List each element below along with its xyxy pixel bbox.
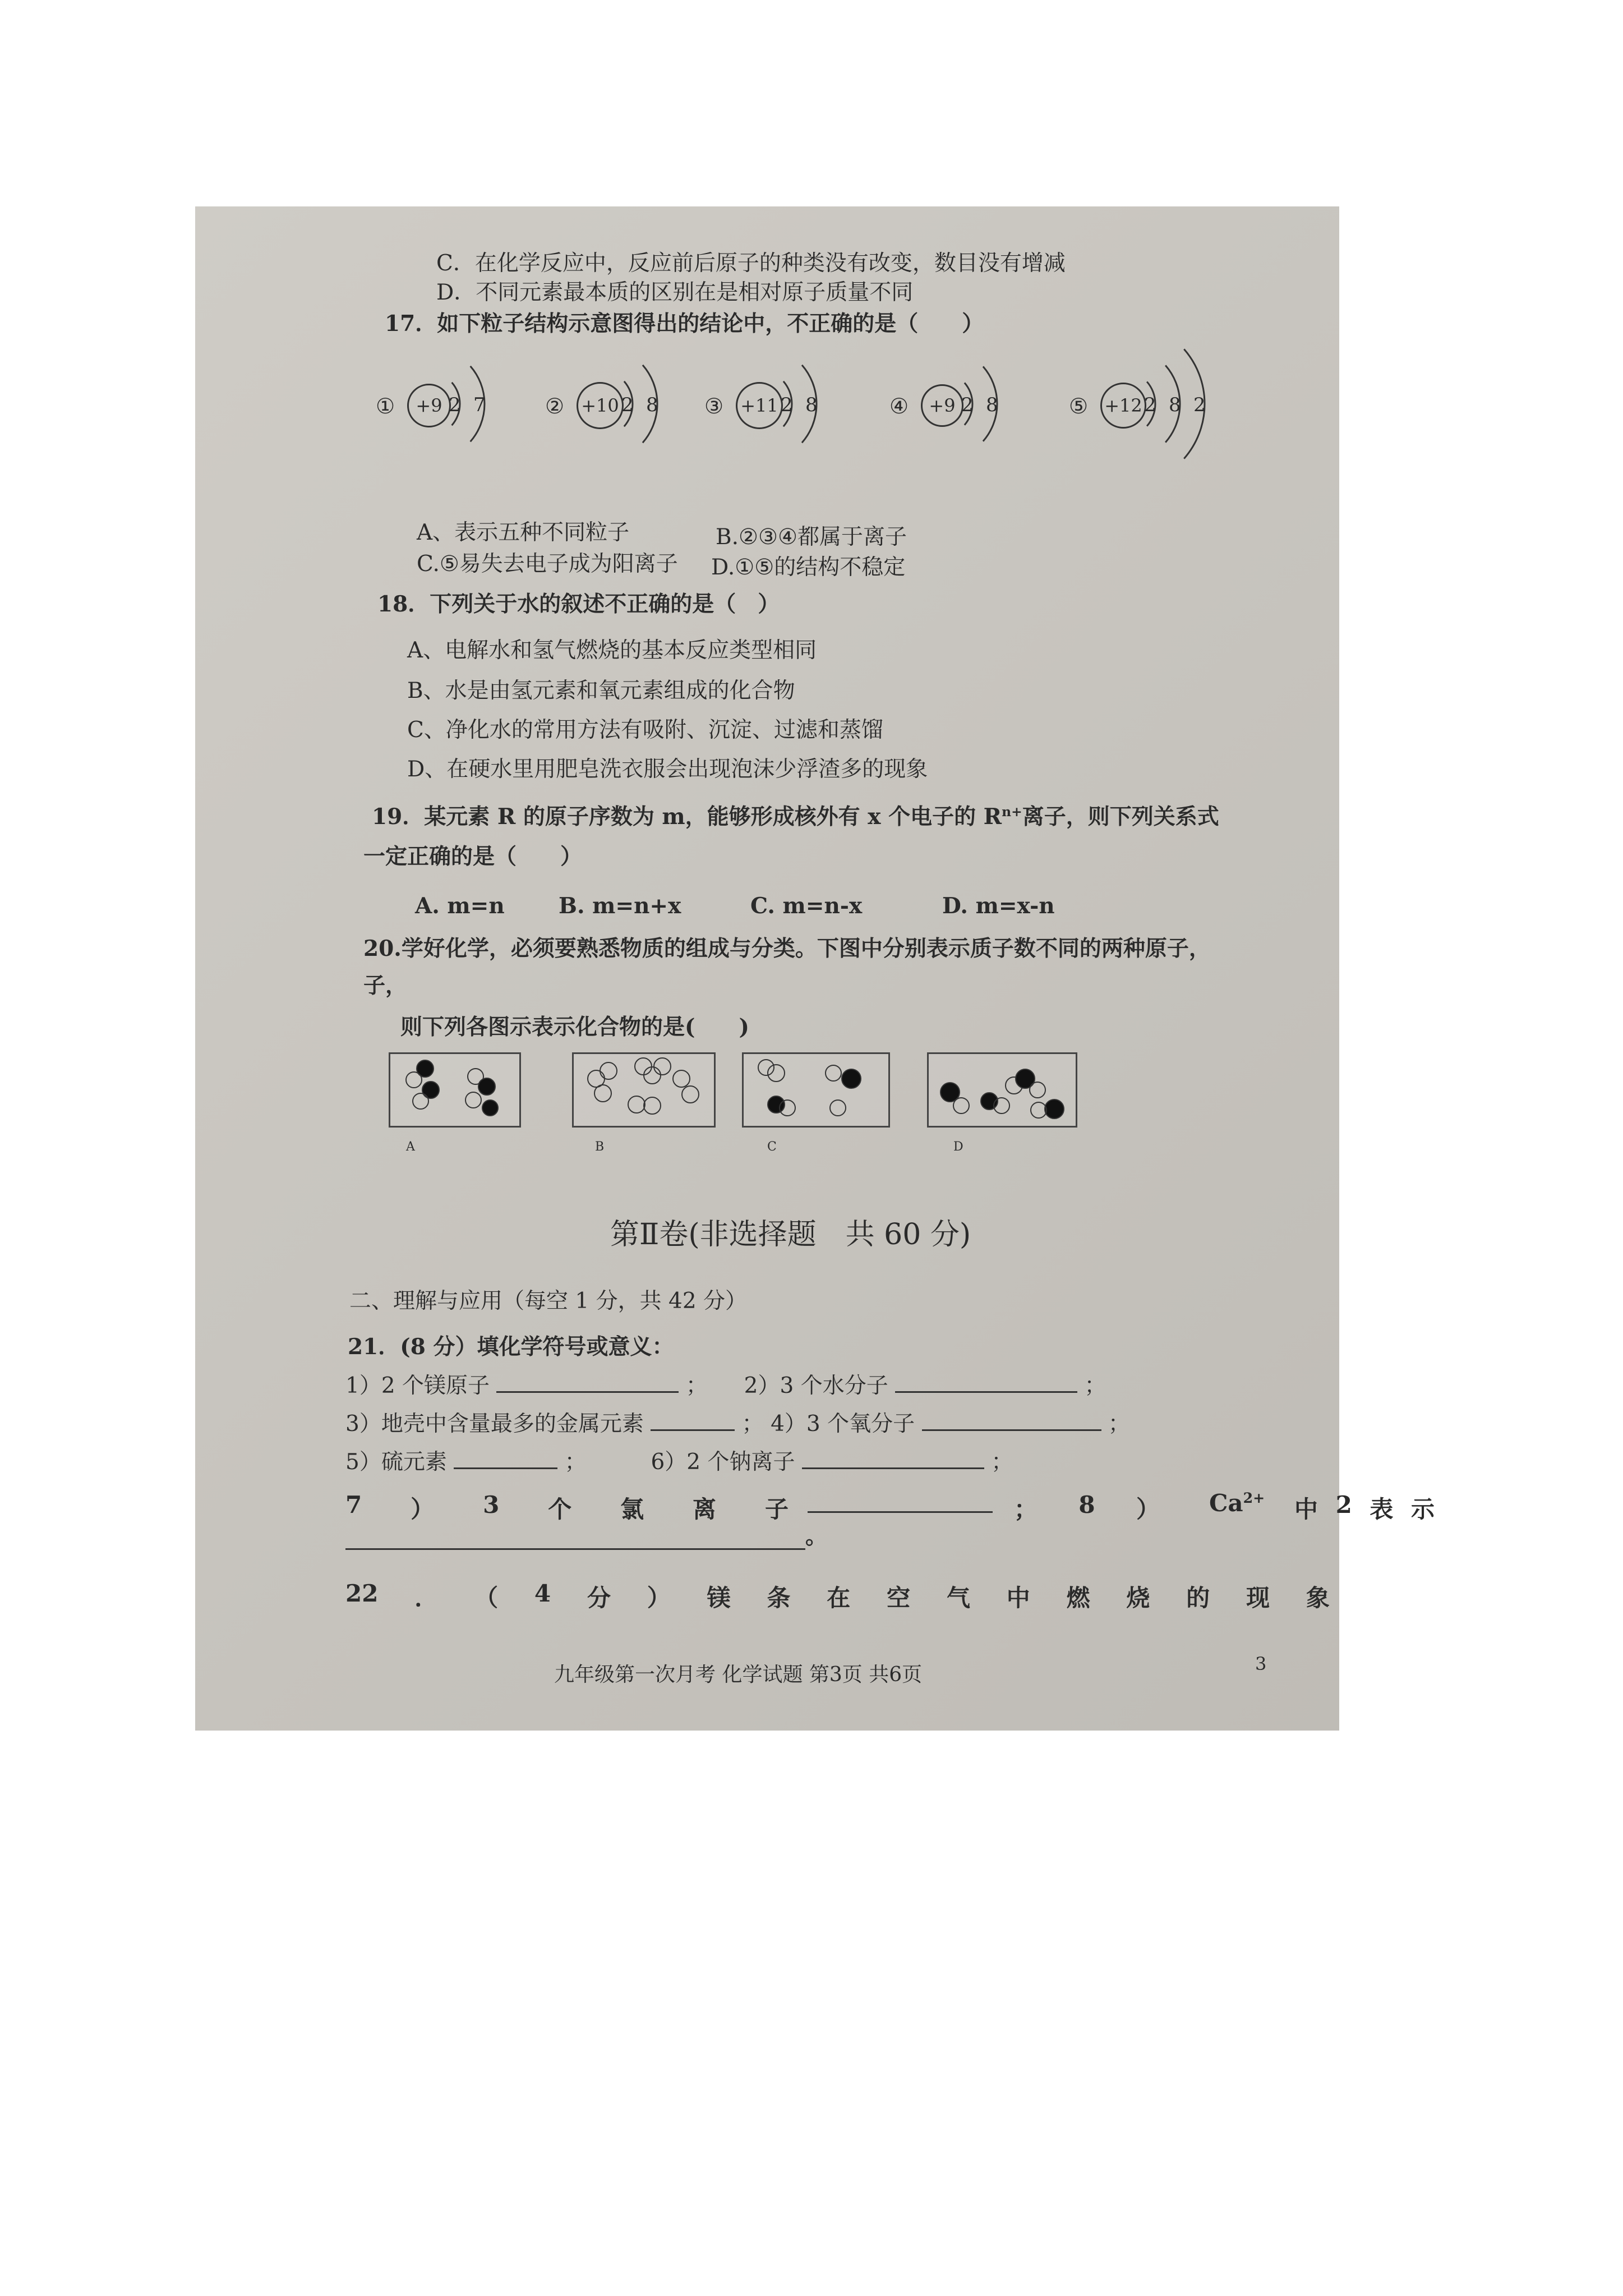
compound-diagram-label: A <box>406 1140 415 1154</box>
nucleus-circle: +10 <box>577 382 624 429</box>
nucleus-circle: +11 <box>736 382 783 429</box>
q22-w: 22 <box>345 1580 379 1607</box>
hollow-atom-circle <box>1030 1082 1045 1098</box>
q22-w: （ <box>474 1584 499 1612</box>
q21-l8-w: 8 <box>1078 1491 1095 1519</box>
compound-diagram-label: D <box>953 1140 963 1154</box>
atom-model-drawing <box>390 1054 519 1126</box>
filled-atom-circle <box>422 1082 439 1098</box>
q21-item7-label <box>345 1491 789 1525</box>
filled-atom-circle <box>1045 1099 1064 1119</box>
q22-w: 中 <box>1006 1584 1030 1612</box>
q21-blank-7[interactable] <box>808 1494 993 1513</box>
q21-l7-w: 氯 <box>620 1496 644 1523</box>
q17-stem: 17．如下粒子结构示意图得出的结论中，不正确的是（ ） <box>385 311 984 337</box>
hollow-atom-circle <box>758 1060 774 1075</box>
electron-count: 8 <box>646 394 658 416</box>
q17-option-b: B.②③④都属于离子 <box>716 524 907 550</box>
electron-count: 2 <box>621 394 634 416</box>
hollow-atom-circle <box>826 1065 841 1081</box>
filled-atom-circle <box>478 1078 495 1095</box>
q21-l8t-w: 2 <box>1335 1491 1352 1519</box>
electron-count: 8 <box>1169 394 1181 416</box>
q18-option-b: B、水是由氢元素和氧元素组成的化合物 <box>407 678 795 703</box>
q21-item8-prefix <box>1014 1491 1160 1525</box>
filled-atom-circle <box>1016 1069 1035 1088</box>
q21-l7-w: 个 <box>548 1496 572 1523</box>
electron-count: 2 <box>1144 394 1156 416</box>
q17-option-d: D.①⑤的结构不稳定 <box>711 555 906 580</box>
q19-stem-line2: 一定正确的是（ ） <box>363 844 583 869</box>
q21-item5-label: 5）硫元素 <box>345 1450 447 1475</box>
q18-option-c: C、净化水的常用方法有吸附、沉淀、过滤和蒸馏 <box>407 717 883 743</box>
q19-option-c: C. m=n-x <box>750 893 863 919</box>
q21-l8t-w: 中 <box>1294 1496 1318 1523</box>
particle-label: ③ <box>704 394 724 418</box>
q22-w: 在 <box>827 1584 851 1612</box>
particle-label: ④ <box>889 394 909 418</box>
q21-item1-label: 1）2 个镁原子 <box>345 1373 490 1398</box>
q21-l7-w: 7 <box>345 1491 362 1519</box>
compound-diagram <box>389 1052 521 1128</box>
hollow-atom-circle <box>600 1062 617 1079</box>
ca-symbol: Ca <box>1209 1489 1243 1517</box>
filled-atom-circle <box>842 1069 861 1088</box>
hollow-atom-circle <box>635 1058 652 1075</box>
q21-l8-w: ； <box>1014 1496 1038 1523</box>
q21-blank-6[interactable] <box>802 1451 984 1469</box>
q21-blank-8[interactable] <box>345 1531 805 1550</box>
q18-stem: 18．下列关于水的叙述不正确的是（ ） <box>377 591 780 617</box>
q21-l8t-w: 表 <box>1370 1496 1394 1523</box>
q22-w: 条 <box>767 1584 791 1612</box>
hollow-atom-circle <box>654 1058 671 1075</box>
hollow-atom-circle <box>465 1092 481 1108</box>
q19-stem-line1 <box>372 806 1219 828</box>
filled-atom-circle <box>482 1100 498 1116</box>
page-footer: 九年级第一次月考 化学试题 第3页 共6页 <box>554 1663 923 1686</box>
q21-l8-w: ） <box>1136 1496 1160 1523</box>
q21-l7-w: 子 <box>764 1496 789 1523</box>
q21-blank-5[interactable] <box>454 1451 557 1469</box>
compound-diagram-label: B <box>595 1140 605 1154</box>
hollow-atom-circle <box>413 1093 428 1109</box>
q19-ion-charge: n+ <box>1002 804 1022 820</box>
q21-sep: ； <box>1084 1373 1106 1398</box>
q22-w: 燃 <box>1066 1584 1090 1612</box>
q21-sep: ； <box>991 1450 1013 1475</box>
electron-shell-arcs <box>889 386 1058 554</box>
nucleus-circle: +9 <box>921 384 963 427</box>
hollow-atom-circle <box>768 1065 785 1082</box>
q22-stem <box>345 1580 1330 1613</box>
q21-sep: ； <box>564 1450 587 1475</box>
q21-l7-w: 3 <box>483 1491 500 1519</box>
q22-w: 的 <box>1186 1584 1210 1612</box>
hollow-atom-circle <box>406 1072 422 1088</box>
hollow-atom-circle <box>594 1085 611 1102</box>
part2-heading: 二、理解与应用（每空 1 分，共 42 分） <box>349 1289 748 1314</box>
filled-atom-circle <box>768 1096 785 1113</box>
section2-title: 第Ⅱ卷(非选择题 共 60 分) <box>610 1218 971 1251</box>
hollow-atom-circle <box>628 1096 645 1113</box>
q21-l7-w: 离 <box>693 1496 717 1523</box>
q22-w: 4 <box>534 1580 551 1607</box>
particle-label: ⑤ <box>1069 394 1089 418</box>
hollow-atom-circle <box>830 1100 846 1116</box>
electron-count: 7 <box>473 394 486 416</box>
q21-l8t-w: 示 <box>1410 1496 1435 1523</box>
q22-w: 分 <box>587 1584 611 1612</box>
q22-w: 空 <box>887 1584 911 1612</box>
q17-option-c: C.⑤易失去电子成为阳离子 <box>417 551 678 577</box>
electron-count: 2 <box>449 394 461 416</box>
q21-item2-label: 2）3 个水分子 <box>744 1373 888 1398</box>
q19-option-a: A. m=n <box>415 893 505 919</box>
q19-option-b: B. m=n+x <box>559 893 681 919</box>
compound-diagram <box>927 1052 1077 1128</box>
calcium-ion-symbol <box>1209 1491 1265 1515</box>
q21-item8-tail <box>1294 1491 1435 1525</box>
nucleus-circle: +12 <box>1100 383 1146 429</box>
atom-model-drawing <box>744 1054 888 1126</box>
compound-diagram-label: C <box>767 1140 777 1154</box>
hollow-atom-circle <box>644 1097 661 1114</box>
q21-row2 <box>345 1412 1130 1435</box>
q21-blank-1[interactable] <box>496 1374 679 1393</box>
q22-w: 现 <box>1246 1584 1270 1612</box>
q22-w: 象 <box>1306 1584 1330 1612</box>
q20-stem-line1: 20.学好化学，必须要熟悉物质的组成与分类。下图中分别表示质子数不同的两种原子， <box>363 936 1211 961</box>
electron-count: 2 <box>1193 394 1206 416</box>
q21-sep: ； <box>1108 1411 1130 1437</box>
q21-l7-w: ） <box>411 1496 435 1523</box>
electron-count: 2 <box>781 394 793 416</box>
q16-option-c: C．在化学反应中，反应前后原子的种类没有改变，数目没有增减 <box>436 251 1066 276</box>
electron-count: 8 <box>805 394 818 416</box>
q17-option-a: A、表示五种不同粒子 <box>417 520 630 545</box>
q22-w: 烧 <box>1126 1584 1150 1612</box>
q21-blank-3[interactable] <box>651 1412 735 1431</box>
q21-end-mark: 。 <box>805 1524 828 1549</box>
q21-row3 <box>345 1451 1013 1473</box>
hollow-atom-circle <box>644 1067 661 1084</box>
q21-sep: ； <box>685 1373 708 1398</box>
q18-option-d: D、在硬水里用肥皂洗衣服会出现泡沫少浮渣多的现象 <box>407 757 928 782</box>
compound-diagram <box>742 1052 890 1128</box>
hollow-atom-circle <box>953 1098 969 1114</box>
hollow-atom-circle <box>673 1070 690 1087</box>
particle-label: ② <box>545 394 565 418</box>
q22-w: ） <box>647 1584 671 1612</box>
page-number: 3 <box>1255 1653 1267 1674</box>
atom-model-drawing <box>929 1054 1076 1126</box>
nucleus-circle: +9 <box>407 384 451 427</box>
exam-page-photo <box>195 206 1435 1731</box>
q19-stem-text-b: 离子，则下列关系式 <box>1022 804 1219 830</box>
particle-label: ① <box>376 394 395 418</box>
q21-blank-4[interactable] <box>922 1412 1101 1431</box>
compound-diagram <box>572 1052 716 1128</box>
q22-w: 镁 <box>707 1584 731 1612</box>
q16-option-d: D．不同元素最本质的区别在是相对原子质量不同 <box>436 280 914 305</box>
ca-charge: 2+ <box>1243 1489 1265 1506</box>
q20-stem-line3: 则下列各图示表示化合物的是( ) <box>400 1014 749 1040</box>
q21-row1 <box>345 1374 1106 1397</box>
hollow-atom-circle <box>1031 1102 1046 1118</box>
q22-w: ． <box>414 1584 439 1612</box>
atom-model-drawing <box>574 1054 714 1126</box>
q21-sep: ； <box>741 1411 764 1437</box>
q21-item3-label: 3）地壳中含量最多的金属元素 <box>345 1411 644 1437</box>
q20-stem-line2: 子， <box>363 973 408 999</box>
q22-w: 气 <box>946 1584 970 1612</box>
electron-count: 2 <box>961 394 974 416</box>
q19-stem-text-a: 19．某元素 R 的原子序数为 m，能够形成核外有 x 个电子的 R <box>372 804 1002 830</box>
q18-option-a: A、电解水和氢气燃烧的基本反应类型相同 <box>407 638 817 663</box>
q21-item4-label: 4）3 个氧分子 <box>771 1411 915 1437</box>
electron-count: 8 <box>986 394 998 416</box>
q21-item6-label: 6）2 个钠离子 <box>651 1450 795 1475</box>
q19-option-d: D. m=x-n <box>942 893 1055 919</box>
q21-stem: 21．(8 分）填化学符号或意义： <box>348 1334 674 1360</box>
q21-blank-2[interactable] <box>895 1374 1077 1393</box>
hollow-atom-circle <box>682 1086 699 1103</box>
